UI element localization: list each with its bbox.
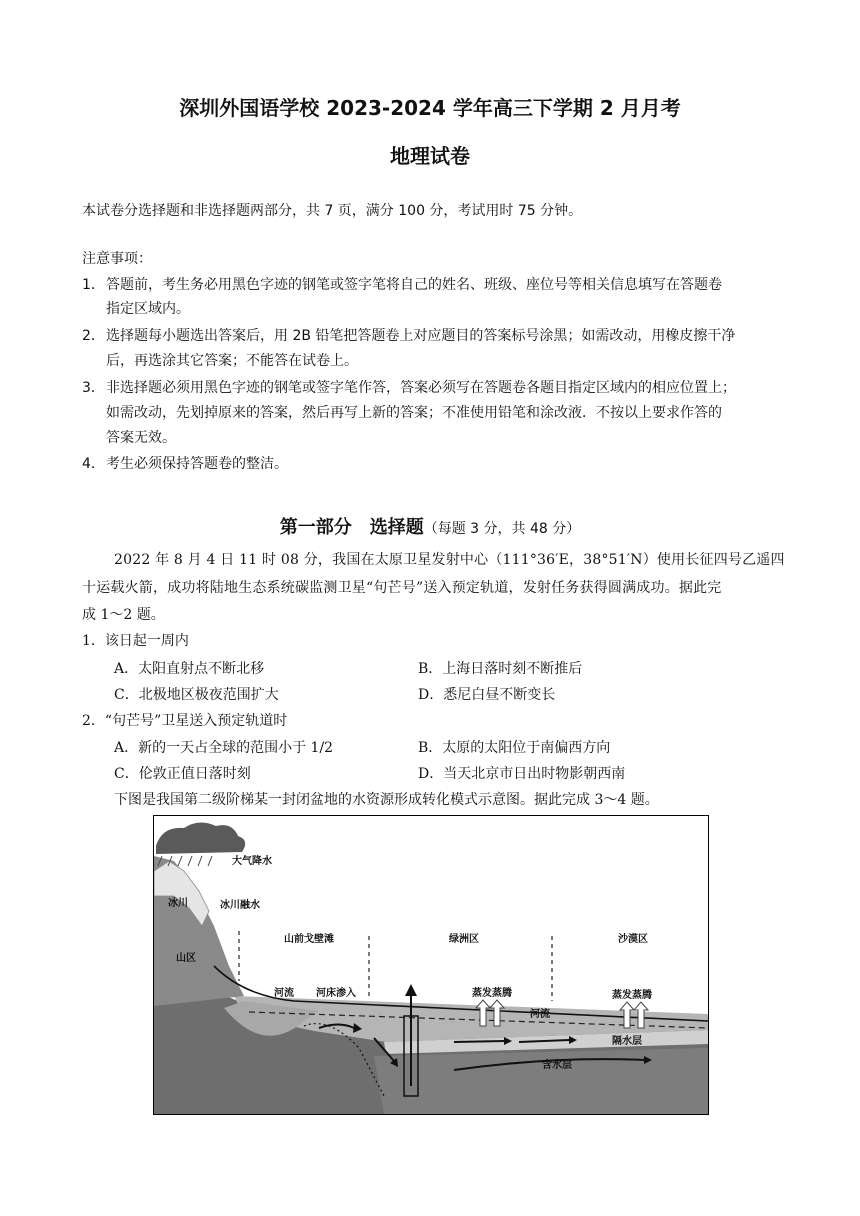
passage-2: 下图是我国第二级阶梯某一封闭盆地的水资源形成转化模式示意图。据此完成 3～4 题。	[114, 792, 659, 808]
label-seepage: 河床渗入	[316, 988, 356, 999]
notice-item-line: 如需改动，先划掉原来的答案，然后再写上新的答案；不准使用铅笔和涂改液．不按以上要求作答的	[106, 405, 722, 421]
exam-title: 深圳外国语学校 2023-2024 学年高三下学期 2 月月考	[179, 96, 681, 120]
label-river-2: 河流	[530, 1009, 550, 1020]
notice-item-line: 选择题每小题选出答案后，用 2B 铅笔把答题卷上对应题目的答案标号涂黑；如需改动，用橡皮擦干净	[106, 328, 736, 344]
label-evap-1: 蒸发蒸腾	[472, 988, 512, 999]
aquifer-band	[374, 1048, 708, 1114]
passage-line: 2022 年 8 月 4 日 11 时 08 分，我国在太原卫星发射中心（111°36′E，38°51′N）使用长征四号乙遥四	[114, 552, 785, 568]
option-a: A．太阳直射点不断北移	[114, 661, 265, 677]
notice-item-line: 答案无效。	[106, 430, 176, 446]
label-gobi: 山前戈壁滩	[284, 934, 334, 945]
notice-item-line: 答题前，考生务必用黑色字迹的钢笔或签字笔将自己的姓名、班级、座位号等相关信息填写在答题卷	[106, 277, 722, 293]
notice-item-number: 3．	[82, 380, 105, 396]
question-stem: 1．该日起一周内	[82, 633, 189, 649]
section-note: （每题 3 分，共 48 分）	[423, 521, 581, 537]
label-desert: 沙漠区	[618, 934, 648, 945]
section-heading	[0, 513, 860, 539]
option-b: B．上海日落时刻不断推后	[418, 661, 583, 677]
notice-item-number: 1．	[82, 277, 105, 293]
passage-line: 十运载火箭，成功将陆地生态系统碳监测卫星“句芒号”送入预定轨道，发射任务获得圆满成功。据此完	[82, 580, 722, 596]
question-stem: 2．“句芒号”卫星送入预定轨道时	[82, 713, 288, 729]
option-c: C．伦敦正值日落时刻	[114, 766, 251, 782]
label-glacier: 冰川	[168, 898, 188, 909]
notice-heading: 注意事项：	[82, 251, 152, 267]
section-title: 第一部分 选择题	[279, 517, 424, 538]
label-melt: 冰川融水	[220, 900, 260, 911]
exam-subtitle: 地理试卷	[390, 144, 470, 168]
notice-item-line: 非选择题必须用黑色字迹的钢笔或签字笔作答，答案必须写在答题卷各题目指定区域内的相应位置上；	[106, 380, 736, 396]
diagram-svg	[154, 816, 708, 1114]
label-river-1: 河流	[274, 988, 294, 999]
label-aquifer: 含水层	[542, 1060, 572, 1071]
label-mountain: 山区	[176, 953, 196, 964]
option-d: D．当天北京市日出时物影朝西南	[418, 766, 626, 782]
option-d: D．悉尼白昼不断变长	[418, 687, 556, 703]
notice-item-line: 考生必须保持答题卷的整洁。	[106, 456, 288, 472]
label-evap-2: 蒸发蒸腾	[612, 990, 652, 1001]
notice-item-line: 指定区域内。	[106, 301, 190, 317]
label-oasis: 绿洲区	[449, 934, 479, 945]
notice-item-line: 后，再选涂其它答案；不能答在试卷上。	[106, 353, 358, 369]
passage-line: 成 1～2 题。	[82, 607, 165, 623]
label-precip: 大气降水	[232, 856, 272, 867]
option-a: A．新的一天占全球的范围小于 1/2	[114, 740, 334, 756]
intro-text: 本试卷分选择题和非选择题两部分，共 7 页，满分 100 分，考试用时 75 分钟。	[82, 203, 583, 219]
water-resource-diagram	[153, 815, 709, 1115]
option-c: C．北极地区极夜范围扩大	[114, 687, 279, 703]
notice-item-number: 2．	[82, 328, 105, 344]
label-aquitard: 隔水层	[612, 1036, 642, 1047]
option-b: B．太原的太阳位于南偏西方向	[418, 740, 611, 756]
notice-item-number: 4．	[82, 456, 105, 472]
